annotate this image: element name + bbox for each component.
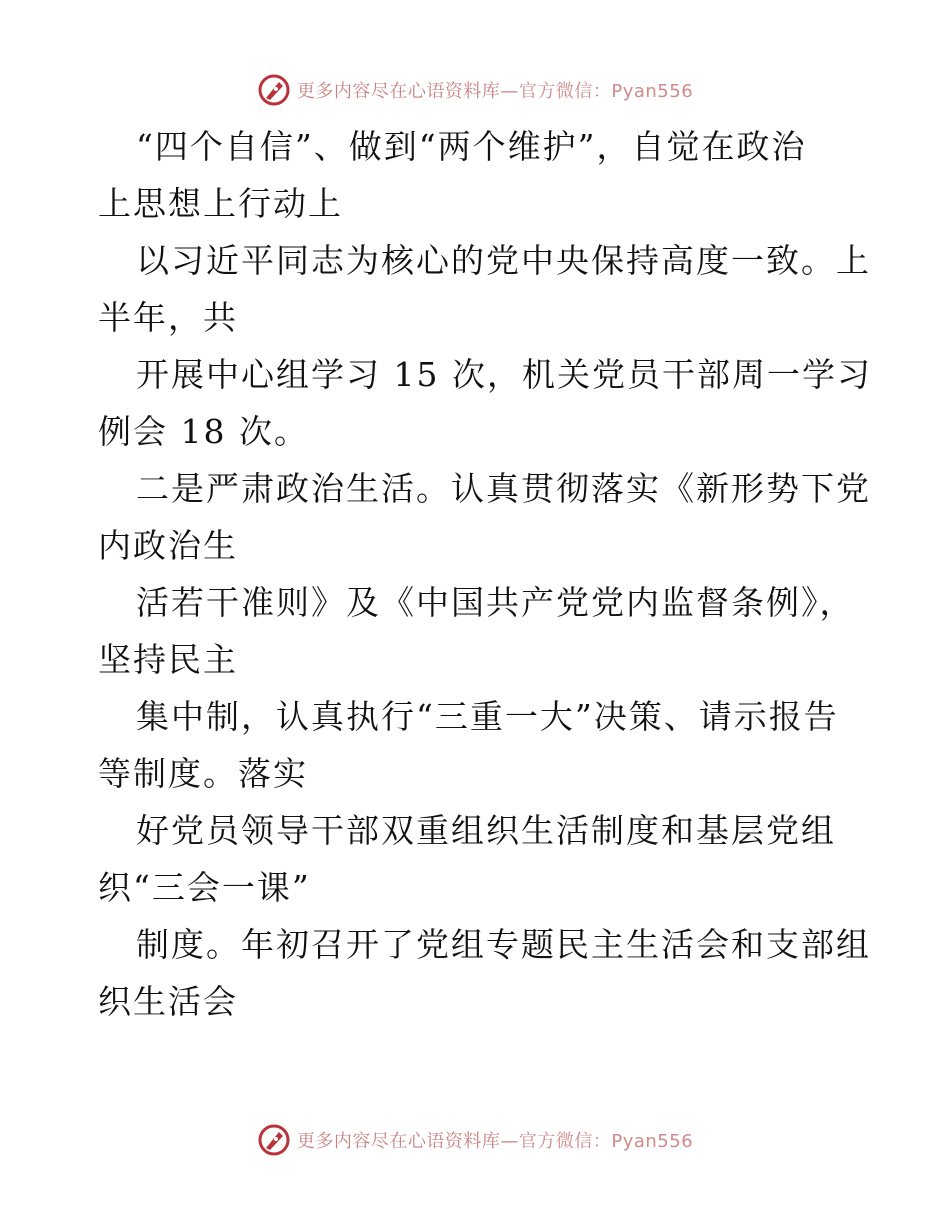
header-banner bbox=[0, 70, 950, 110]
paragraph bbox=[98, 802, 858, 916]
paragraph-line-wrap: 上思想上行动上 bbox=[98, 184, 343, 223]
pen-nib-logo-icon bbox=[257, 73, 291, 107]
paragraph bbox=[98, 574, 858, 688]
paragraph-line-wrap: 织生活会 bbox=[98, 982, 238, 1021]
paragraph-line-wrap: 坚持民主 bbox=[98, 640, 238, 679]
paragraph-line-wrap: 例会 18 次。 bbox=[98, 412, 309, 451]
paragraph bbox=[98, 688, 858, 802]
paragraph bbox=[98, 346, 872, 460]
paragraph bbox=[98, 118, 858, 232]
paragraph-line-wrap: 半年，共 bbox=[98, 298, 238, 337]
footer-separator: — bbox=[500, 1131, 519, 1152]
document-body bbox=[98, 118, 872, 1030]
paragraph-line-first: 开展中心组学习 15 次，机关党员干部周一学习 bbox=[136, 355, 872, 394]
paragraph-line-first: 以习近平同志为核心的党中央保持高度一致。上 bbox=[136, 241, 871, 280]
footer-wechat: 官方微信：Pyan556 bbox=[518, 1131, 694, 1152]
header-brand: 更多内容尽在心语资料库 bbox=[296, 81, 501, 102]
paragraph bbox=[98, 460, 871, 574]
footer-brand: 更多内容尽在心语资料库 bbox=[296, 1131, 501, 1152]
header-text bbox=[297, 77, 693, 103]
paragraph-line-wrap: 等制度。落实 bbox=[98, 754, 308, 793]
paragraph bbox=[98, 916, 871, 1030]
header-separator: — bbox=[500, 81, 519, 102]
paragraph-line-wrap: 织“三会一课” bbox=[98, 868, 311, 907]
paragraph-line-first: 活若干准则》及《中国共产党党内监督条例》， bbox=[136, 583, 855, 622]
footer-text bbox=[297, 1127, 693, 1153]
header-wechat: 官方微信：Pyan556 bbox=[518, 81, 694, 102]
pen-nib-logo-icon bbox=[257, 1123, 291, 1157]
paragraph-line-first: 二是严肃政治生活。认真贯彻落实《新形势下党 bbox=[136, 469, 871, 508]
paragraph-line-first: 集中制，认真执行“三重一大”决策、请示报告 bbox=[136, 697, 839, 736]
footer-banner bbox=[0, 1120, 950, 1160]
paragraph-line-first: 好党员领导干部双重组织生活制度和基层党组 bbox=[136, 811, 836, 850]
paragraph-line-wrap: 内政治生 bbox=[98, 526, 238, 565]
paragraph bbox=[98, 232, 871, 346]
paragraph-line-first: 制度。年初召开了党组专题民主生活会和支部组 bbox=[136, 925, 871, 964]
paragraph-line-first: “四个自信”、做到“两个维护”，自觉在政治 bbox=[136, 127, 807, 166]
